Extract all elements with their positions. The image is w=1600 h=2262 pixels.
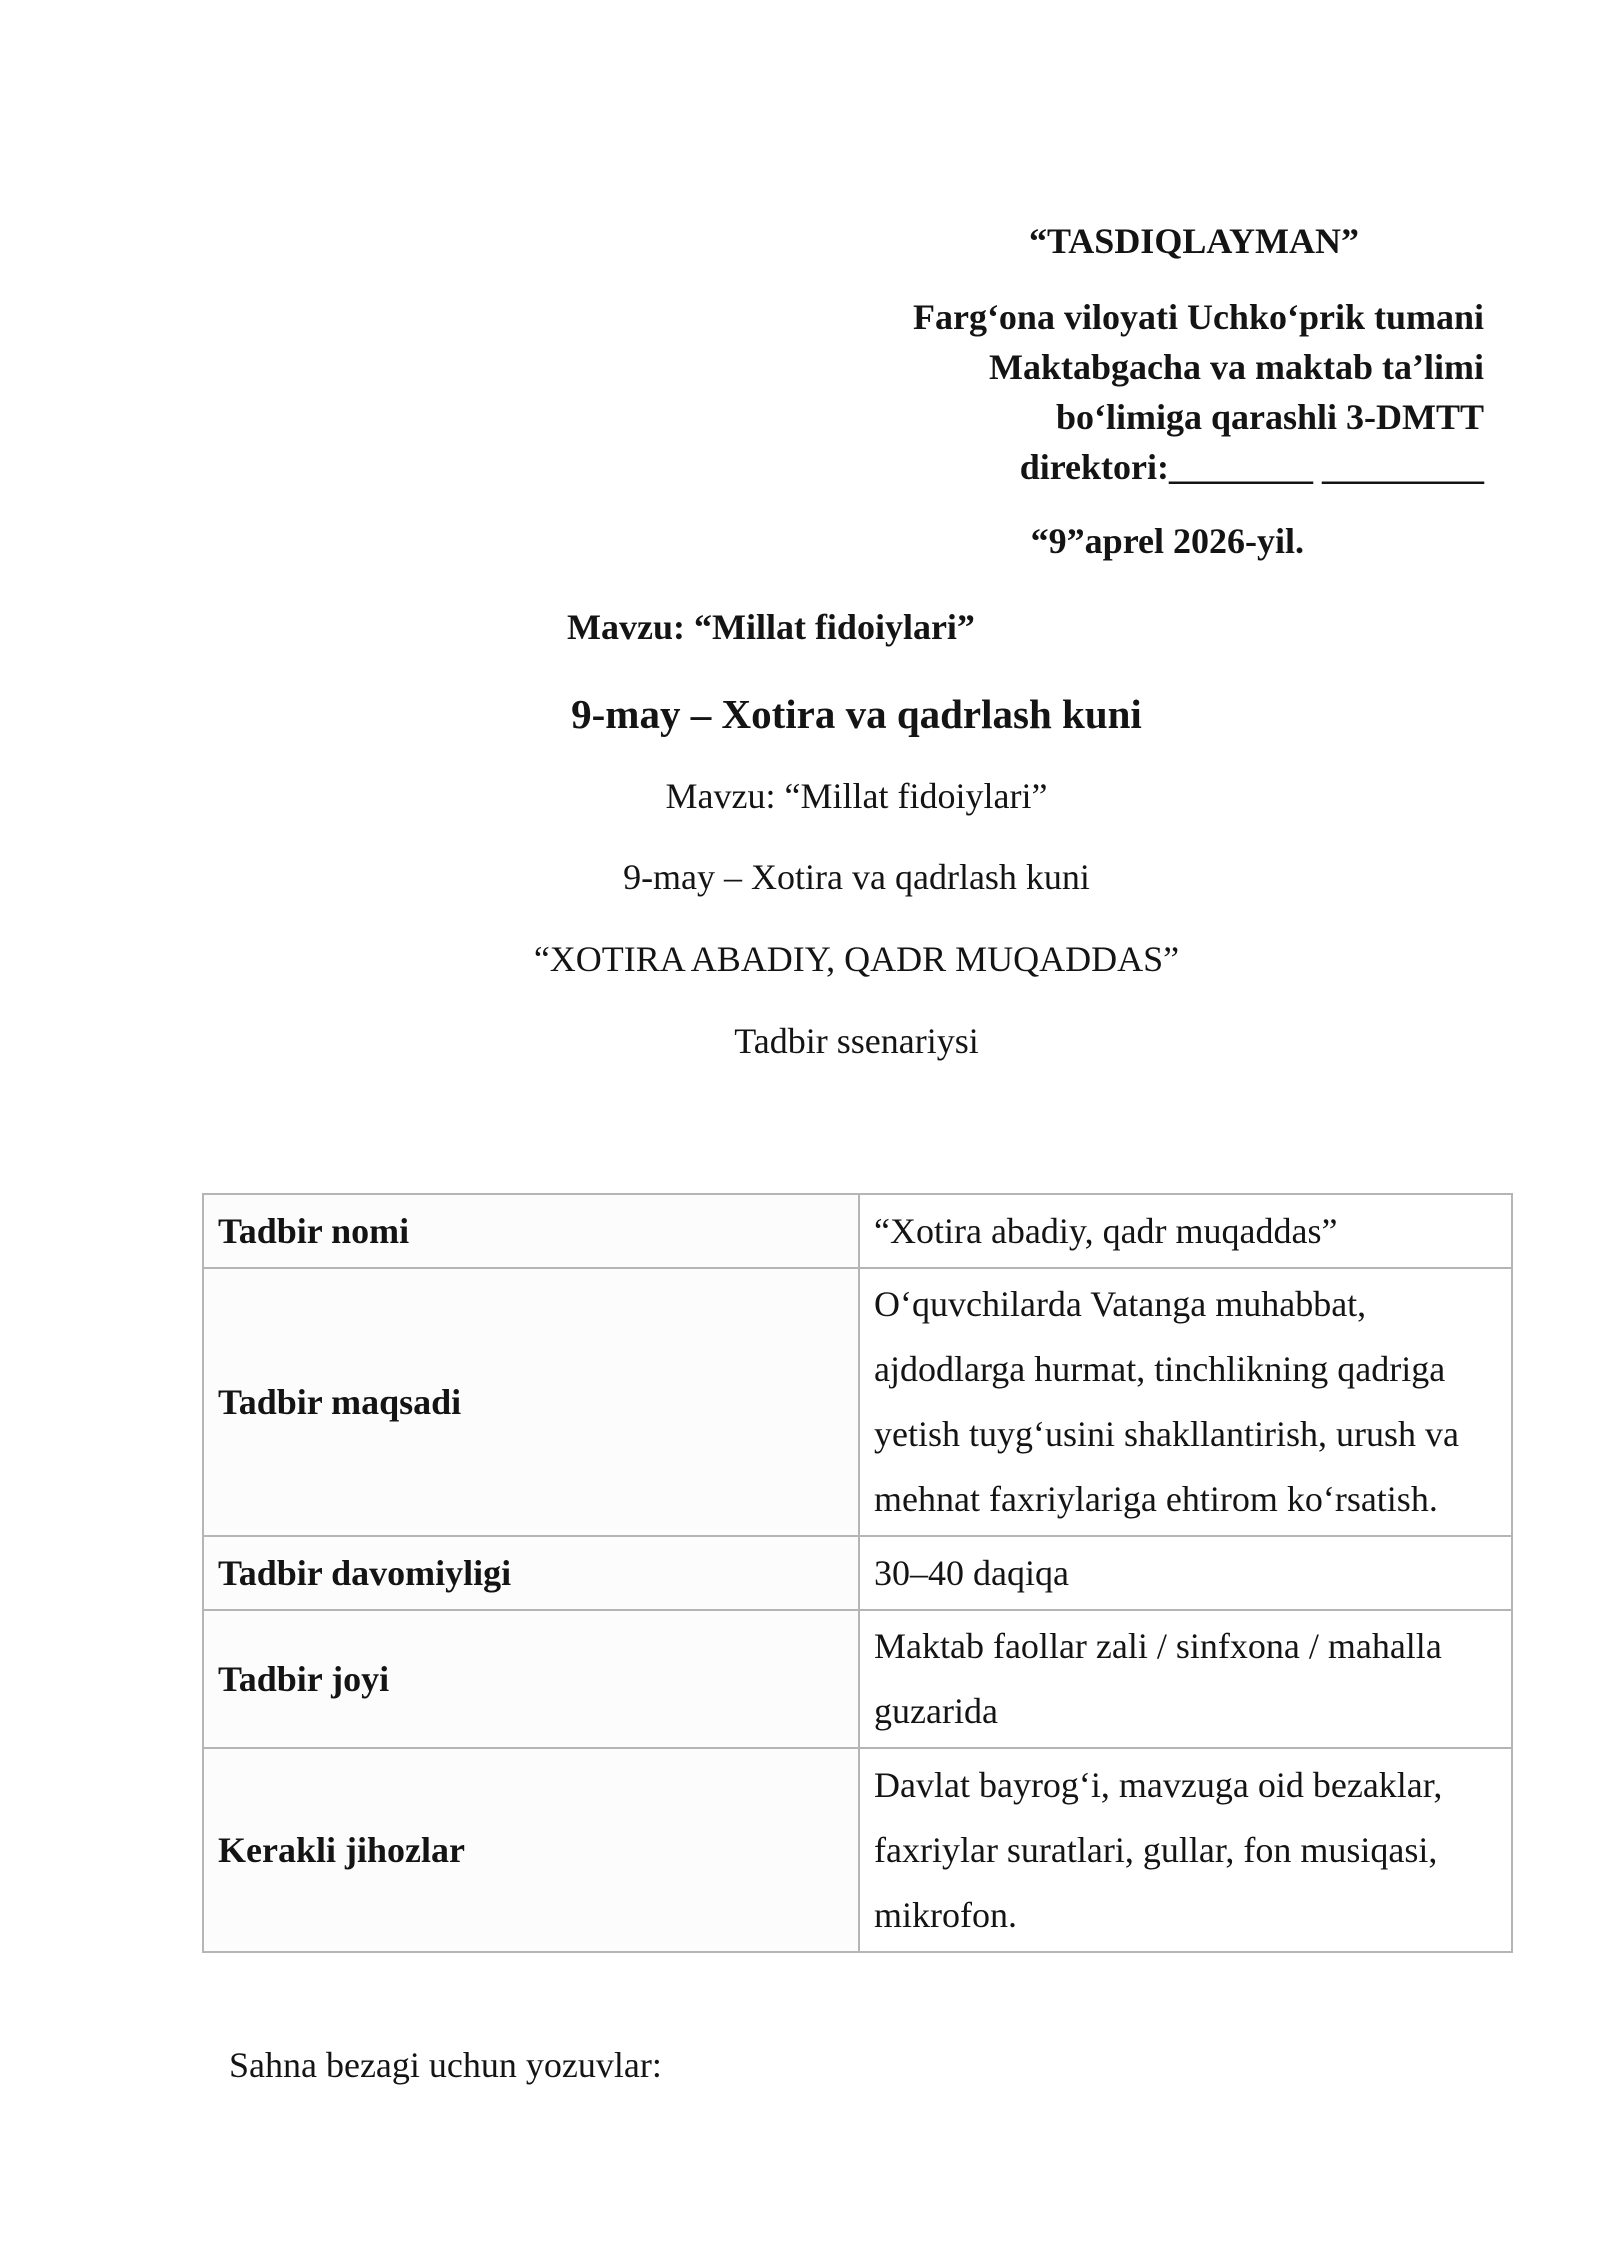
row-label: Tadbir maqsadi — [203, 1268, 859, 1536]
row-value: 30–40 daqiqa — [859, 1536, 1512, 1610]
approval-org-line: Farg‘ona viloyati Uchko‘prik tumani — [912, 297, 1484, 337]
row-label: Tadbir davomiyligi — [203, 1536, 859, 1610]
table-row — [203, 1748, 1512, 1952]
row-value: Davlat bayrog‘i, mavzuga oid bezaklar, faxriylar suratlari, gullar, fon musiqasi, mikrofon. — [859, 1748, 1512, 1952]
table-row — [203, 1536, 1512, 1610]
event-info-table — [202, 1193, 1513, 1953]
approval-director-signature-line: direktori:________ _________ — [1019, 447, 1484, 487]
slogan-line: “XOTIRA ABADIY, QADR MUQADDAS” — [533, 939, 1180, 979]
approval-org-line: bo‘limiga qarashli 3-DMTT — [1055, 397, 1484, 437]
row-label: Tadbir joyi — [203, 1610, 859, 1748]
stage-decor-heading: Sahna bezagi uchun yozuvlar: — [229, 2045, 662, 2085]
row-label: Tadbir nomi — [203, 1194, 859, 1268]
topic-line: Mavzu: “Millat fidoiylari” — [665, 776, 1048, 816]
title-line: 9-may – Xotira va qadrlash kuni — [623, 857, 1090, 897]
approval-date: “9”aprel 2026-yil. — [1030, 521, 1304, 561]
subtitle-line: Tadbir ssenariysi — [734, 1021, 979, 1061]
document-title: 9-may – Xotira va qadrlash kuni — [571, 691, 1142, 737]
row-label: Kerakli jihozlar — [203, 1748, 859, 1952]
table-row — [203, 1194, 1512, 1268]
approval-organization — [913, 292, 1484, 492]
topic-bold: Mavzu: “Millat fidoiylari” — [567, 607, 975, 647]
approval-heading: “TASDIQLAYMAN” — [1028, 221, 1359, 261]
row-value: Maktab faollar zali / sinfxona / mahalla guzarida — [859, 1610, 1512, 1748]
approval-org-line: Maktabgacha va maktab ta’limi — [989, 347, 1484, 387]
table-row — [203, 1610, 1512, 1748]
row-value: O‘quvchilarda Vatanga muhabbat, ajdodlarga hurmat, tinchlikning qadriga yetish tuyg‘usini shakllantirish, urush va mehnat faxriylariga ehtirom ko‘rsatish. — [859, 1268, 1512, 1536]
table-row — [203, 1268, 1512, 1536]
row-value: “Xotira abadiy, qadr muqaddas” — [859, 1194, 1512, 1268]
